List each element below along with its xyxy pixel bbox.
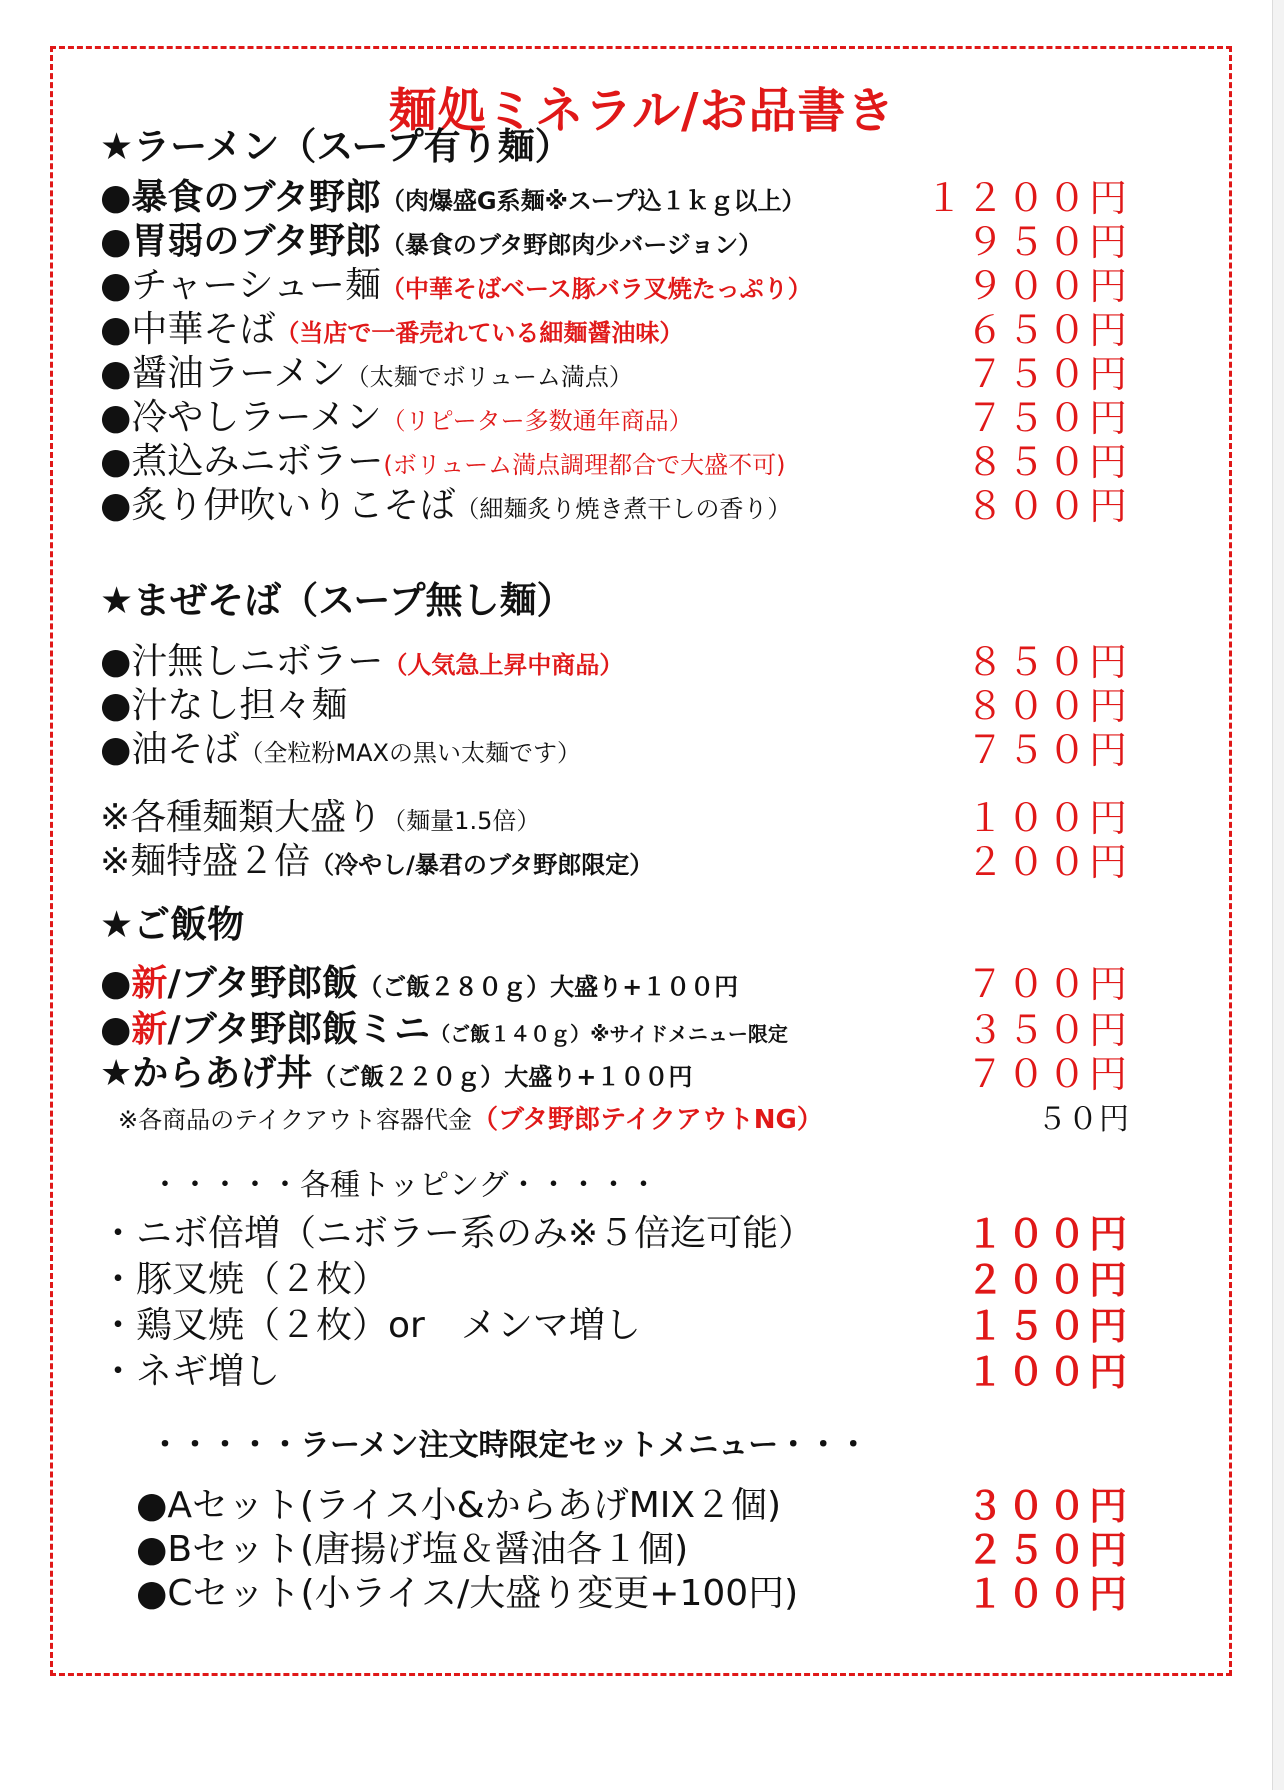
item-name: ●胃弱のブタ野郎 [100,221,381,262]
item-price: ８００円 [965,684,1130,728]
item-price: ８００円 [965,484,1130,528]
item-price: １００円 [965,796,1130,840]
new-badge: 新 [131,963,168,1004]
item-name: ・ネギ増し [100,1351,281,1392]
section-heading-ramen: ★ラーメン（スープ有り麺） [100,125,572,168]
takeout-note [0,1098,1284,1142]
item-price: ３５０円 [965,1008,1130,1052]
item-price: ２００円 [965,840,1130,884]
item-name: /ブタ野郎飯 [167,963,359,1004]
item-note: （当店で一番売れている細麺醤油味） [275,319,684,347]
menu-item [0,1008,1284,1052]
item-price: １００円 [965,1212,1130,1256]
menu-item [0,796,1284,840]
item-name: ・豚叉焼（２枚） [100,1259,389,1300]
item-name: ●暴食のブタ野郎 [100,177,381,218]
item-name: ★からあげ丼 [100,1053,313,1094]
item-name: ●炙り伊吹いりこそば [100,485,456,526]
item-note: （冷やし/暴君のブタ野郎限定） [310,851,654,879]
item-note: （ご飯２８０ｇ）大盛り+１００円 [358,973,739,1001]
topping-item [0,1350,1284,1394]
menu-item [0,484,1284,528]
takeout-price: ５０円 [1037,1102,1130,1137]
item-price: ７５０円 [965,396,1130,440]
item-note: （リピーター多数通年商品） [381,407,693,435]
item-price: ８５０円 [965,640,1130,684]
item-price: ２００円 [965,1258,1130,1302]
item-note: （中華そばベース豚バラ叉焼たっぷり） [380,275,812,303]
takeout-warning: （ブタ野郎テイクアウトNG） [471,1105,823,1135]
menu-item [0,176,1284,220]
item-name: ●チャーシュー麺 [100,265,381,306]
menu-item [0,684,1284,728]
menu-item [0,640,1284,684]
section-heading-toppings: ・・・・・各種トッピング・・・・・ [150,1168,659,1203]
item-note: （麺量1.5倍） [382,807,541,835]
takeout-text: ※各商品のテイクアウト容器代金 [118,1106,472,1134]
item-note: （太麺でボリューム満点） [345,363,633,391]
item-name: ●油そば [100,729,240,770]
topping-item [0,1304,1284,1348]
item-name: ●醤油ラーメン [100,353,346,394]
item-name: /ブタ野郎飯ミニ [167,1009,431,1050]
new-badge: 新 [131,1009,168,1050]
item-bullet: ● [100,1009,132,1050]
item-note: （肉爆盛G系麺※スープ込１ｋｇ以上） [380,187,806,215]
item-name: ※麺特盛２倍 [100,841,311,882]
item-name: ●Cセット(小ライス/大盛り変更+100円) [136,1573,799,1614]
menu-item [0,352,1284,396]
item-note: （ご飯１４０ｇ）※サイドメニュー限定 [430,1022,788,1046]
item-bullet: ● [100,963,132,1004]
item-name: ●Bセット(唐揚げ塩＆醤油各１個) [136,1529,689,1570]
menu-item [0,220,1284,264]
menu-item [0,440,1284,484]
item-price: １５０円 [965,1304,1130,1348]
menu-item [0,1052,1284,1096]
section-heading-sets: ・・・・・ラーメン注文時限定セットメニュー・・・ [150,1428,869,1463]
item-price: ７００円 [965,962,1130,1006]
item-price: ９５０円 [965,220,1130,264]
item-price: １００円 [965,1350,1130,1394]
menu-item [0,264,1284,308]
item-note: （細麺炙り焼き煮干しの香り） [455,495,792,523]
item-name: ・鶏叉焼（２枚）or メンマ増し [100,1305,641,1346]
item-price: ７００円 [965,1052,1130,1096]
section-heading-rice: ★ご飯物 [100,903,245,946]
item-name: ●煮込みニボラー [100,441,384,482]
set-item [0,1484,1284,1528]
set-item [0,1572,1284,1616]
item-price: ２５０円 [965,1528,1130,1572]
item-name: ●汁なし担々麺 [100,685,348,726]
item-name: ●汁無しニボラー [100,641,384,682]
menu-title: 麺処ミネラル/お品書き [388,83,896,139]
menu-item [0,396,1284,440]
item-note: （全粒粉MAXの黒い太麺です） [239,739,581,767]
item-price: ３００円 [965,1484,1130,1528]
menu-item [0,308,1284,352]
section-heading-mazesoba: ★まぜそば（スープ無し麺） [100,579,574,622]
item-price: ６５０円 [965,308,1130,352]
item-note: （ご飯２２０ｇ）大盛り+１００円 [312,1063,693,1091]
item-price: ７５０円 [965,352,1130,396]
item-name: ●Aセット(ライス小&からあげMIX２個) [136,1485,782,1526]
item-price: １００円 [965,1572,1130,1616]
menu-item [0,962,1284,1006]
item-name: ・ニボ倍増（ニボラー系のみ※５倍迄可能） [100,1213,815,1254]
item-note: (ボリューム満点調理都合で大盛不可) [383,451,786,479]
item-price: ９００円 [965,264,1130,308]
item-price: ８５０円 [965,440,1130,484]
topping-item [0,1212,1284,1256]
item-note: （人気急上昇中商品） [383,651,624,679]
item-price: １２００円 [924,176,1130,220]
item-price: ７５０円 [965,728,1130,772]
topping-item [0,1258,1284,1302]
item-name: ※各種麺類大盛り [100,797,383,838]
menu-item [0,840,1284,884]
set-item [0,1528,1284,1572]
item-note: （暴食のブタ野郎肉少バージョン） [380,231,763,259]
item-name: ●冷やしラーメン [100,397,382,438]
item-name: ●中華そば [100,309,276,350]
menu-item [0,728,1284,772]
